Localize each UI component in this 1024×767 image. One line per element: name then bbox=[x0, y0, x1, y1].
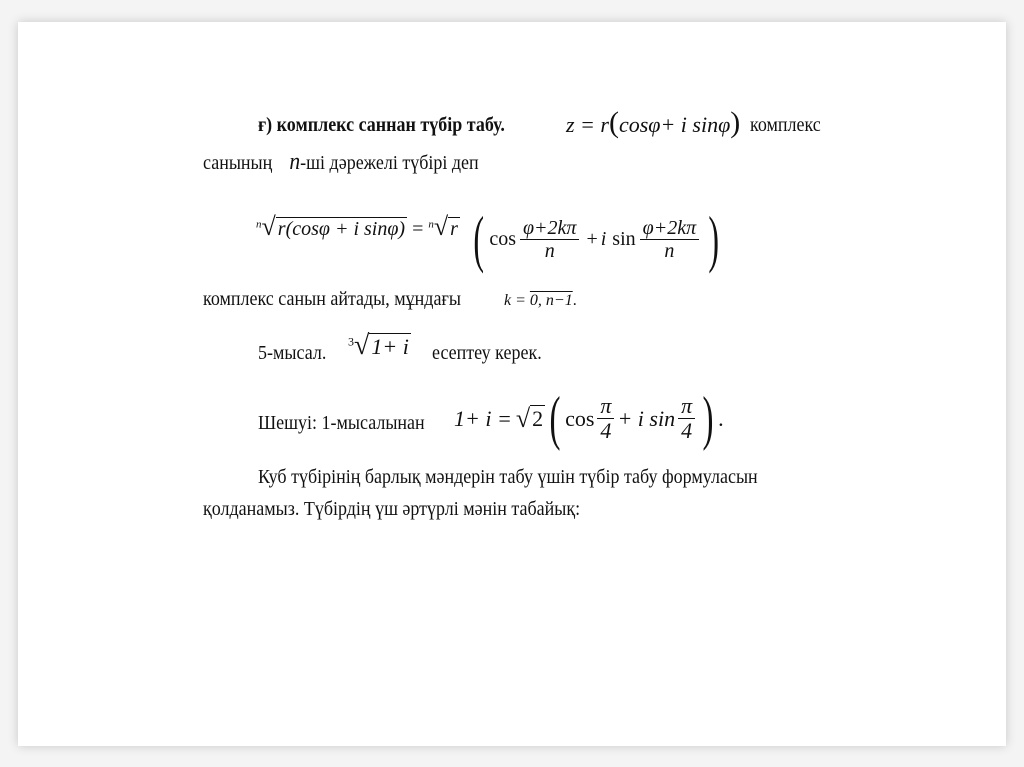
k-label: k = bbox=[504, 292, 526, 309]
example5-text: есептеу керек. bbox=[432, 342, 542, 364]
solution-frac-sin-num: π bbox=[678, 394, 695, 419]
root-radicand-left: r(cosφ + i sinφ) bbox=[277, 218, 406, 240]
solution-frac-cos bbox=[597, 394, 614, 443]
fraction-sin-den: n bbox=[664, 239, 675, 262]
sin-label: sin bbox=[612, 227, 636, 250]
solution-label: Шешуі: 1-мысалынан bbox=[258, 412, 425, 434]
cos-label: cos bbox=[489, 227, 516, 250]
fraction-sin-num: φ+2kπ bbox=[640, 217, 699, 240]
formula-z-lhs: z = r bbox=[566, 112, 609, 137]
solution-dot: . bbox=[718, 405, 724, 431]
solution-frac-cos-num: π bbox=[597, 394, 614, 419]
formula-z-body: cosφ+ i sinφ bbox=[618, 112, 731, 137]
line2-part1: санының bbox=[203, 152, 273, 174]
formula-z: z = r(cosφ+ i sinφ) bbox=[566, 106, 741, 139]
example5-radicand: 1+ i bbox=[371, 334, 409, 359]
line2-var: n bbox=[289, 149, 301, 175]
fraction-cos bbox=[520, 217, 579, 262]
k-range bbox=[504, 292, 577, 310]
line2-part2: -ші дәрежелі түбірі деп bbox=[300, 152, 479, 174]
root-radicand-right: r bbox=[450, 218, 458, 240]
para-line2: қолданамыз. Түбірдің үш әртүрлі мәнін табайық: bbox=[203, 498, 581, 520]
fraction-cos-num: φ+2kπ bbox=[520, 217, 579, 240]
line3-text: комплекс санын айтады, мұндағы bbox=[203, 288, 461, 310]
line2-text bbox=[203, 149, 479, 176]
example5-index: 3 bbox=[348, 334, 354, 349]
solution-formula: 1+ i = √ 2 ( cos $\frac{\pi}{4}$ + i sin $\frac{\pi}{4}$ ) . bbox=[454, 385, 724, 451]
imag-unit: i bbox=[600, 227, 607, 250]
formula-main: $^n$√ r(cosφ + i sinφ) = $^n$√ r bbox=[256, 212, 458, 241]
example5-radical: $^3$√1+ i bbox=[348, 330, 409, 361]
solution-frac-sin-den: 4 bbox=[681, 418, 693, 443]
root-index-left: n bbox=[256, 218, 262, 231]
slide bbox=[18, 22, 1006, 746]
example5-label: 5-мысал. bbox=[258, 342, 327, 364]
solution-frac-sin bbox=[678, 394, 695, 443]
plus-sign: + bbox=[586, 227, 598, 250]
k-range-dot: . bbox=[572, 292, 577, 309]
heading-suffix: комплекс bbox=[750, 114, 821, 136]
fraction-sin bbox=[640, 217, 699, 262]
fraction-cos-den: n bbox=[544, 239, 555, 262]
k-range-value: 0, n−1 bbox=[529, 292, 573, 309]
formula-eq: = bbox=[412, 218, 424, 240]
section-heading: ғ) комплекс саннан түбір табу. bbox=[258, 114, 505, 136]
root-index-right: n bbox=[428, 218, 434, 231]
solution-lhs: 1+ i = bbox=[454, 405, 512, 431]
solution-sqrt: 2 bbox=[532, 406, 544, 431]
para-line1: Куб түбірінің барлық мәндерін табу үшін түбір табу формуласын bbox=[258, 466, 758, 488]
solution-frac-cos-den: 4 bbox=[600, 418, 612, 443]
solution-cos: cos bbox=[565, 405, 595, 431]
solution-plus-sin: + i sin bbox=[617, 405, 676, 431]
formula-main-paren-group: ( cos $\frac{\varphi+2k\pi}{n}$ + i sin $\frac{\varphi+2k\pi}{n}$ ) bbox=[473, 203, 720, 274]
